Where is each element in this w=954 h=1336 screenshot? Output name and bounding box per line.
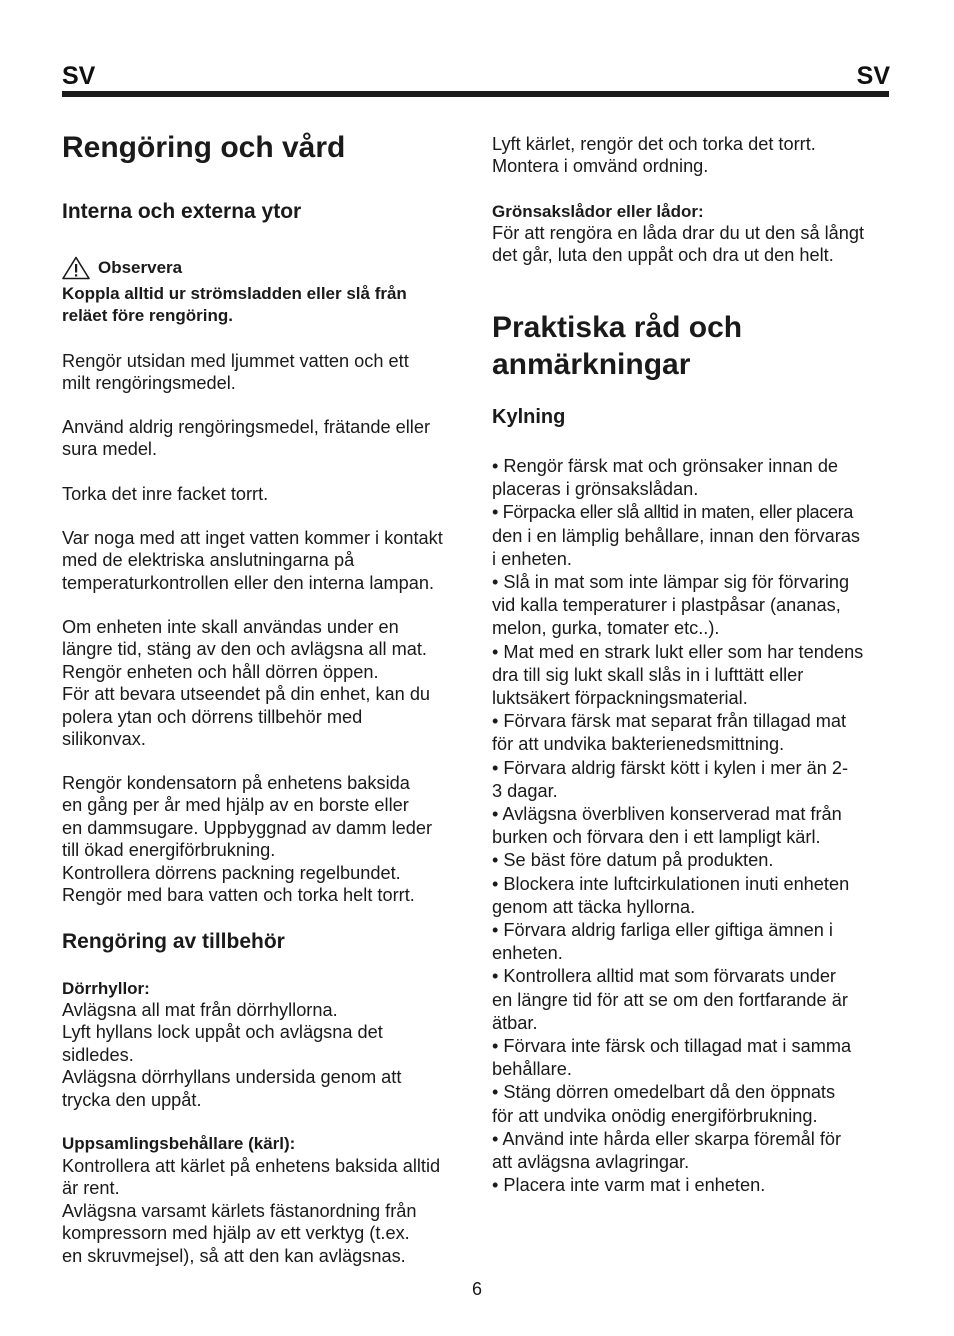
warning-label: Observera	[98, 258, 183, 277]
list-item: • Rengör färsk mat och grönsaker innan de	[492, 456, 839, 476]
language-code-right: SV	[856, 62, 890, 90]
paragraph-dry-interior: Torka det inre facket torrt.	[62, 484, 269, 504]
list-item: för att undvika bakterienedsmittning.	[492, 734, 785, 755]
list-item: • Förvara aldrig färskt kött i kylen i mer än 2-	[492, 757, 849, 778]
warning-triangle-icon	[62, 256, 90, 280]
list-item: • Slå in mat som inte lämpar sig för förvaring	[492, 572, 850, 593]
list-item: vid kalla temperaturer i plastpåsar (ananas,	[492, 595, 841, 616]
subheading-door-shelves: Dörrhyllor:	[62, 979, 150, 998]
list-item: ätbar.	[492, 1012, 538, 1033]
list-item: en längre tid för att se om den fortfarande är	[492, 989, 848, 1010]
list-item: luktsäkert förpackningsmaterial.	[492, 688, 748, 709]
page-number: 6	[471, 1279, 482, 1299]
list-item: • Blockera inte luftcirkulationen inuti enheten	[492, 873, 850, 894]
list-item: dra till sig lukt skall slås in i lufttätt eller	[492, 664, 804, 685]
list-item: • Mat med en strark lukt eller som har tendens	[492, 641, 864, 662]
list-item: • Förvara inte färsk och tillagad mat i samma	[492, 1036, 852, 1057]
list-item: enheten.	[492, 943, 563, 964]
section-heading-surfaces: Interna och externa ytor	[62, 200, 302, 223]
warning-block	[62, 256, 182, 280]
list-item: genom att täcka hyllorna.	[492, 896, 696, 917]
list-item: • Förvara aldrig farliga eller giftiga ämnen i	[492, 920, 833, 941]
list-item: melon, gurka, tomater etc..).	[492, 618, 720, 639]
list-item: att avlägsna avlagringar.	[492, 1152, 690, 1173]
language-code-left: SV	[62, 62, 96, 90]
section-heading-cooling: Kylning	[492, 406, 566, 428]
list-item: • Se bäst före datum på produkten.	[492, 850, 774, 871]
section-title-tips: Praktiska råd och anmärkningar	[492, 311, 743, 381]
list-item: burken och förvara den i ett lampligt kärl.	[492, 827, 821, 848]
paragraph-drip-tray: Kontrollera att kärlet på enhetens baksida alltid är rent. Avlägsna varsamt kärlets fästanordning från kompressorn med hjälp av ett verktyg (t.ex. en skruvmejsel), så att den kan avlägsnas.	[62, 1156, 441, 1266]
header-rule	[62, 91, 889, 97]
list-item: • Förvara färsk mat separat från tillagad mat	[492, 711, 847, 732]
paragraph-condenser: Rengör kondensatorn på enhetens baksida en gång per år med hjälp av en borste eller en dammsugare. Uppbyggnad av damm leder till ökad energiförbrukning. Kontrollera dörrens packning regelbundet. Rengör med bara vatten och torka helt torrt.	[62, 773, 433, 906]
paragraph-detergents: Använd aldrig rengöringsmedel, frätande eller sura medel.	[62, 417, 431, 460]
section-heading-accessories: Rengöring av tillbehör	[62, 930, 285, 953]
list-item: • Förpacka eller slå alltid in maten, eller placera	[492, 502, 854, 523]
cooling-tips-list	[492, 455, 863, 1198]
list-item: behållare.	[492, 1059, 572, 1080]
paragraph-exterior: Rengör utsidan med ljummet vatten och ett milt rengöringsmedel.	[62, 351, 409, 394]
list-item: • Placera inte varm mat i enheten.	[492, 1175, 766, 1196]
list-item: • Använd inte hårda eller skarpa föremål för	[492, 1128, 842, 1149]
subheading-vegetable-drawers: Grönsakslådor eller lådor:	[492, 202, 704, 221]
paragraph-long-storage: Om enheten inte skall användas under en längre tid, stäng av den och avlägsna all mat. Rengör enheten och håll dörren öppen. För att bevara utseendet på din enhet, kan du polera ytan och dörrens tillbehör med silikonvax.	[62, 617, 431, 750]
paragraph-water-warning: Var noga med att inget vatten kommer i kontakt med de elektriska anslutningarna på temperaturkontrollen eller den interna lampan.	[62, 528, 443, 593]
list-item: • Stäng dörren omedelbart då den öppnats	[492, 1082, 836, 1103]
list-item: i enheten.	[492, 548, 572, 569]
list-item: den i en lämplig behållare, innan den förvaras	[492, 525, 861, 546]
list-item: placeras i grönsakslådan.	[492, 479, 699, 500]
list-item: för att undvika onödig energiförbrukning.	[492, 1105, 818, 1126]
list-item: • Avlägsna överbliven konserverad mat från	[492, 804, 842, 825]
subheading-drip-tray: Uppsamlingsbehållare (kärl):	[62, 1134, 296, 1153]
warning-text: Koppla alltid ur strömsladden eller slå från reläet före rengöring.	[62, 284, 407, 326]
paragraph-drip-tray-continued: Lyft kärlet, rengör det och torka det torrt. Montera i omvänd ordning.	[492, 134, 816, 177]
list-item: • Kontrollera alltid mat som förvarats under	[492, 966, 836, 987]
paragraph-door-shelves: Avlägsna all mat från dörrhyllorna. Lyft hyllans lock uppåt och avlägsna det sidledes. Avlägsna dörrhyllans undersida genom att trycka den uppåt.	[62, 1000, 402, 1110]
paragraph-vegetable-drawers: För att rengöra en låda drar du ut den så långt det går, luta den uppåt och dra ut den helt.	[492, 223, 865, 266]
page-title: Rengöring och vård	[62, 131, 346, 164]
list-item: 3 dagar.	[492, 780, 558, 801]
